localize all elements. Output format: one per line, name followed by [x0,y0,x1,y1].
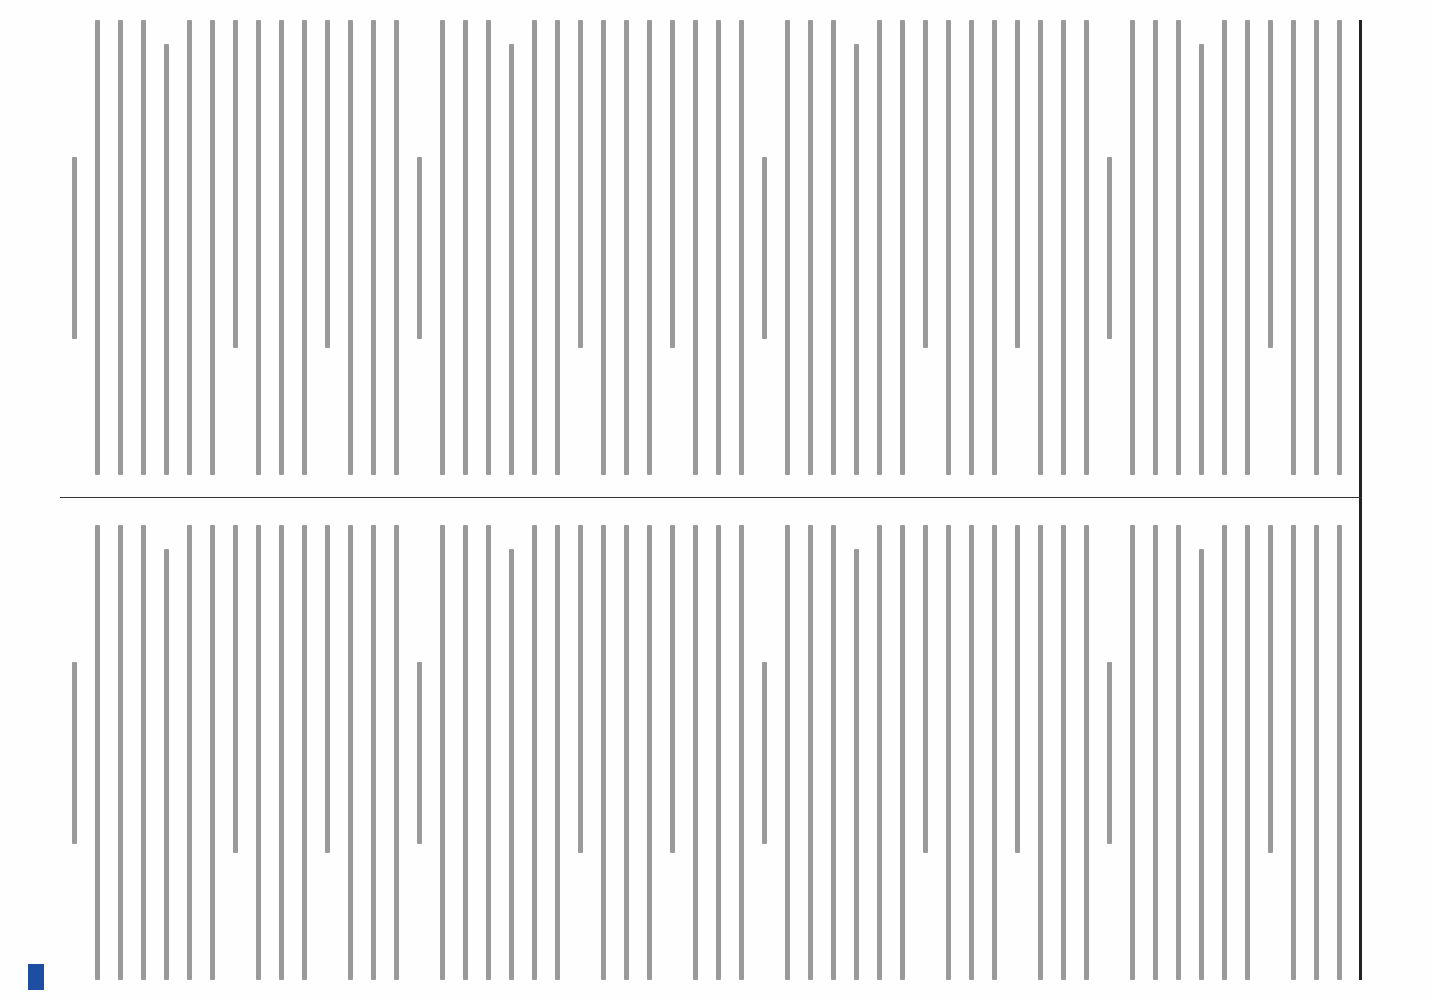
text-line-placeholder [72,157,77,339]
text-line-placeholder [509,44,514,475]
text-line-placeholder [647,525,652,980]
text-line-placeholder [417,662,422,844]
text-line-placeholder [762,157,767,339]
text-line-placeholder [877,525,882,980]
text-line-placeholder [532,20,537,475]
text-line-placeholder [946,525,951,980]
left-column [60,20,1342,475]
text-line-placeholder [1199,44,1204,475]
text-line-placeholder [877,20,882,475]
text-line-placeholder [1291,20,1296,475]
text-line-placeholder [1176,525,1181,980]
text-line-placeholder [1061,525,1066,980]
text-line-placeholder [1245,20,1250,475]
right-column-lines [72,525,1342,980]
text-line-placeholder [739,525,744,980]
text-line-placeholder [808,20,813,475]
header-rule [1359,20,1362,980]
text-line-placeholder [831,525,836,980]
text-line-placeholder [670,525,675,853]
right-column [60,525,1342,980]
text-line-placeholder [923,20,928,348]
left-column-lines [72,20,1342,475]
text-line-placeholder [440,20,445,475]
text-line-placeholder [1176,20,1181,475]
text-line-placeholder [1015,525,1020,853]
text-line-placeholder [302,20,307,475]
text-line-placeholder [532,525,537,980]
text-line-placeholder [1107,662,1112,844]
text-line-placeholder [785,20,790,475]
text-line-placeholder [1038,20,1043,475]
text-line-placeholder [555,525,560,980]
text-line-placeholder [394,20,399,475]
text-line-placeholder [1038,525,1043,980]
text-line-placeholder [1153,525,1158,980]
text-line-placeholder [1130,525,1135,980]
text-line-placeholder [1337,525,1342,980]
text-line-placeholder [1153,20,1158,475]
text-line-placeholder [348,20,353,475]
text-line-placeholder [371,20,376,475]
text-line-placeholder [348,525,353,980]
text-line-placeholder [1222,525,1227,980]
text-line-placeholder [1268,20,1273,348]
text-line-placeholder [325,525,330,853]
dfg-logo [28,964,44,990]
text-line-placeholder [164,549,169,980]
text-line-placeholder [210,20,215,475]
text-line-placeholder [716,525,721,980]
text-line-placeholder [900,525,905,980]
text-line-placeholder [118,20,123,475]
text-line-placeholder [624,525,629,980]
text-line-placeholder [417,157,422,339]
text-line-placeholder [923,525,928,853]
text-line-placeholder [762,662,767,844]
text-line-placeholder [486,20,491,475]
text-line-placeholder [256,525,261,980]
text-line-placeholder [808,525,813,980]
text-line-placeholder [187,525,192,980]
text-line-placeholder [1084,20,1089,475]
digitization-credit [24,0,48,1000]
text-line-placeholder [164,44,169,475]
text-line-placeholder [578,20,583,348]
text-line-placeholder [992,20,997,475]
text-line-placeholder [440,525,445,980]
text-line-placeholder [555,20,560,475]
page-header [1368,20,1402,980]
text-line-placeholder [509,549,514,980]
text-line-placeholder [118,525,123,980]
text-line-placeholder [486,525,491,980]
column-divider [60,497,1362,498]
text-line-placeholder [1314,525,1319,980]
text-line-placeholder [187,20,192,475]
text-line-placeholder [693,20,698,475]
text-line-placeholder [233,525,238,853]
text-line-placeholder [279,20,284,475]
text-line-placeholder [969,20,974,475]
text-line-placeholder [831,20,836,475]
text-line-placeholder [1268,525,1273,853]
text-line-placeholder [95,525,100,980]
text-line-placeholder [210,525,215,980]
text-line-placeholder [854,44,859,475]
text-line-placeholder [72,662,77,844]
text-line-placeholder [900,20,905,475]
text-line-placeholder [1199,549,1204,980]
text-line-placeholder [946,20,951,475]
text-line-placeholder [969,525,974,980]
text-line-placeholder [394,525,399,980]
text-line-placeholder [670,20,675,348]
text-line-placeholder [647,20,652,475]
text-line-placeholder [1107,157,1112,339]
text-line-placeholder [1245,525,1250,980]
text-line-placeholder [578,525,583,853]
text-line-placeholder [1015,20,1020,348]
text-line-placeholder [601,525,606,980]
text-line-placeholder [1291,525,1296,980]
text-line-placeholder [601,20,606,475]
text-line-placeholder [141,20,146,475]
text-line-placeholder [325,20,330,348]
text-line-placeholder [1314,20,1319,475]
text-line-placeholder [279,525,284,980]
text-line-placeholder [256,20,261,475]
text-line-placeholder [785,525,790,980]
text-line-placeholder [693,525,698,980]
text-line-placeholder [302,525,307,980]
text-line-placeholder [624,20,629,475]
text-line-placeholder [854,549,859,980]
text-line-placeholder [371,525,376,980]
text-line-placeholder [233,20,238,348]
text-line-placeholder [716,20,721,475]
text-line-placeholder [95,20,100,475]
text-line-placeholder [1084,525,1089,980]
text-line-placeholder [992,525,997,980]
text-line-placeholder [463,525,468,980]
text-line-placeholder [1061,20,1066,475]
text-line-placeholder [463,20,468,475]
text-line-placeholder [1337,20,1342,475]
text-line-placeholder [739,20,744,475]
text-line-placeholder [141,525,146,980]
text-line-placeholder [1130,20,1135,475]
text-line-placeholder [1222,20,1227,475]
